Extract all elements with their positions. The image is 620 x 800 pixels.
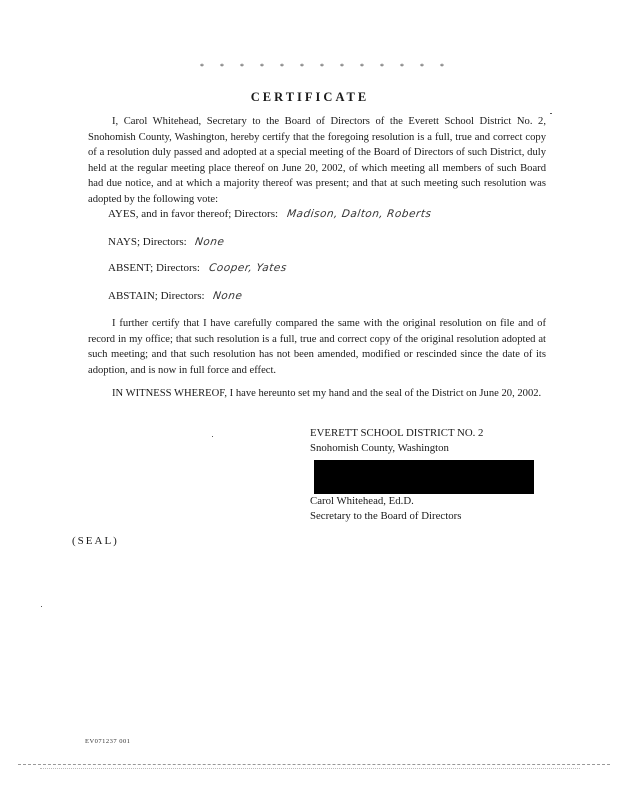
signer-role: Secretary to the Board of Directors	[310, 510, 462, 522]
star-divider: * * * * * * * * * * * * *	[200, 62, 451, 71]
vote-abstain-handwritten: None	[212, 290, 244, 302]
seal-placeholder: (SEAL)	[72, 535, 119, 547]
vote-abstain-label: ABSTAIN; Directors:	[108, 290, 205, 302]
signer-block	[310, 494, 461, 524]
scan-edge-line-secondary	[40, 768, 580, 770]
scan-edge-line	[18, 764, 610, 766]
vote-ayes-label: AYES, and in favor thereof; Directors:	[108, 208, 279, 220]
vote-ayes-line	[108, 208, 431, 220]
further-certify-paragraph: I further certify that I have carefully compared the same with the original resolution on file and of record in my office; that such resolution is a full, true and correct copy of the original resolution adopted at such meeting; and that such resolution has not been amended, modified or rescinded since the date of its adoption, and is now in full force and effect.	[88, 318, 546, 376]
district-block	[310, 426, 483, 456]
signature-redaction	[314, 460, 534, 494]
witness-paragraph: IN WITNESS WHEREOF, I have hereunto set my hand and the seal of the District on June 20, 2002.	[112, 388, 542, 399]
vote-absent-handwritten: Cooper, Yates	[207, 262, 288, 274]
district-county: Snohomish County, Washington	[310, 442, 449, 454]
scan-speck	[41, 606, 42, 607]
footer-document-code: EV071237 001	[85, 738, 131, 745]
district-name: EVERETT SCHOOL DISTRICT NO. 2	[310, 427, 484, 439]
vote-absent-label: ABSENT; Directors:	[108, 262, 200, 274]
vote-nays-handwritten: None	[194, 236, 226, 248]
vote-ayes-handwritten: Madison, Dalton, Roberts	[285, 208, 433, 220]
signer-name: Carol Whitehead, Ed.D.	[310, 495, 414, 507]
vote-nays-line	[108, 236, 225, 248]
scan-speck	[550, 113, 552, 114]
vote-absent-line	[108, 262, 286, 274]
vote-nays-label: NAYS; Directors:	[108, 236, 187, 248]
scan-speck	[212, 436, 213, 437]
vote-abstain-line	[108, 290, 243, 302]
certification-paragraph: I, Carol Whitehead, Secretary to the Board of Directors of the Everett School District No. 2, Snohomish County, Washington, hereby certify that the foregoing resolution is a full, true and correct copy of a resolution duly passed and adopted at a special meeting of the Board of Directors of such District, duly held at the regular meeting place thereof on June 20, 2002, of which meeting all members of such Board had due notice, and at which a majority thereof was present; and that at such meeting such resolution was adopted by the following vote:	[88, 116, 546, 205]
document-title: CERTIFICATE	[250, 90, 370, 104]
